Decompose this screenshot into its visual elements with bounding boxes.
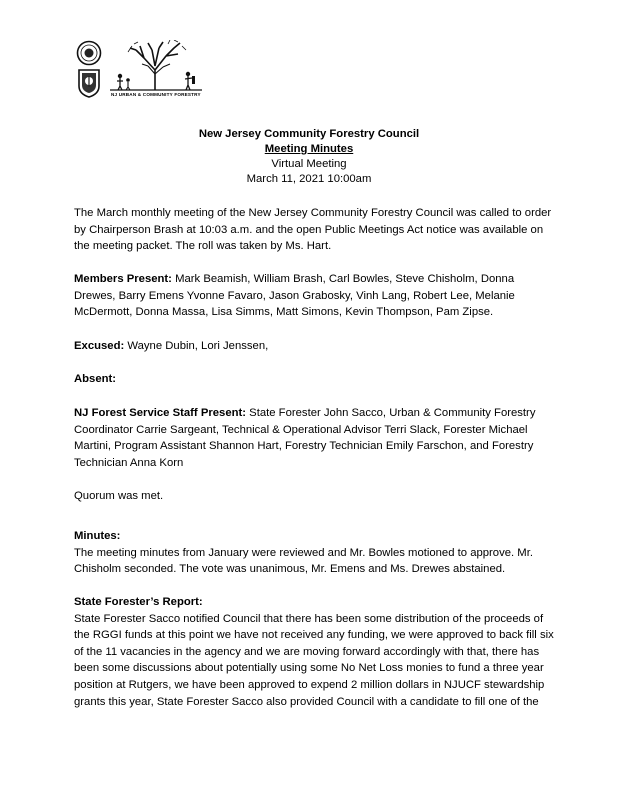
forester-report-section bbox=[74, 594, 554, 710]
minutes-heading: Minutes: bbox=[74, 530, 121, 542]
document-title: Meeting Minutes bbox=[264, 143, 354, 155]
intro-paragraph: The March monthly meeting of the New Jersey Community Forestry Council was called to order by Chairperson Brash at 10:03 a.m. and the open Public Meetings Act notice was available on the meeting packet. The roll was taken by Ms. Hart. bbox=[74, 207, 552, 253]
staff-present-list: State Forester John Sacco, Urban & Community Forestry Coordinator Carrie Sargeant, Technical & Operational Advisor Terri Slack, Forester Michael Martini, Program Assistant Shannon Hart, Forestry Technician Emily Farschon, and Forestry Technician Anna Korn bbox=[74, 407, 536, 469]
absent-label: Absent: bbox=[74, 373, 117, 385]
excused-list: Wayne Dubin, Lori Jenssen, bbox=[124, 340, 269, 352]
members-present-paragraph bbox=[74, 271, 554, 321]
meeting-datetime: March 11, 2021 10:00am bbox=[246, 173, 372, 185]
forester-report-heading: State Forester’s Report: bbox=[74, 596, 203, 608]
staff-present-label: NJ Forest Service Staff Present: bbox=[74, 407, 247, 419]
meeting-type: Virtual Meeting bbox=[271, 158, 347, 170]
minutes-text: The meeting minutes from January were reviewed and Mr. Bowles motioned to approve. Mr. Chisholm seconded. The vote was unanimous, Mr. Emens and Ms. Drewes abstained. bbox=[74, 546, 533, 576]
quorum-paragraph: Quorum was met. bbox=[74, 490, 164, 502]
council-name: New Jersey Community Forestry Council bbox=[198, 128, 420, 140]
tree-logo-icon bbox=[108, 40, 204, 92]
staff-present-paragraph bbox=[74, 405, 554, 471]
logo-caption: NJ URBAN & COMMUNITY FORESTRY bbox=[111, 92, 201, 97]
seal-icon bbox=[74, 40, 104, 98]
members-present-list: Mark Beamish, William Brash, Carl Bowles, Steve Chisholm, Donna Drewes, Barry Emens Yvonne Favaro, Jason Grabosky, Vinh Lang, Robert Lee, Melanie McDermott, Donna Massa, Lisa Simms, Matt Simons, Kevin Thompson, Pam Zipse. bbox=[74, 273, 515, 319]
minutes-section bbox=[74, 528, 554, 578]
excused-label: Excused: bbox=[74, 340, 125, 352]
absent-paragraph bbox=[74, 371, 554, 388]
forester-report-text: State Forester Sacco notified Council that there has been some distribution of the proceeds of the RGGI funds at this point we have not received any funding, we were approved to back fill six of the 11 vacancies in the agency and we are moving forward accordingly with that, there has been some discussions about potentially using some No Net Loss monies to fund a three year position at Rutgers, we have been approved to expend 2 million dollars in NJUCF stewardship grants this year, State Forester Sacco also provided Council with a candidate to fill one of the bbox=[74, 612, 554, 708]
document-header bbox=[0, 127, 618, 187]
members-present-label: Members Present: bbox=[74, 273, 172, 285]
logo-area bbox=[74, 40, 204, 102]
excused-paragraph bbox=[74, 338, 554, 355]
